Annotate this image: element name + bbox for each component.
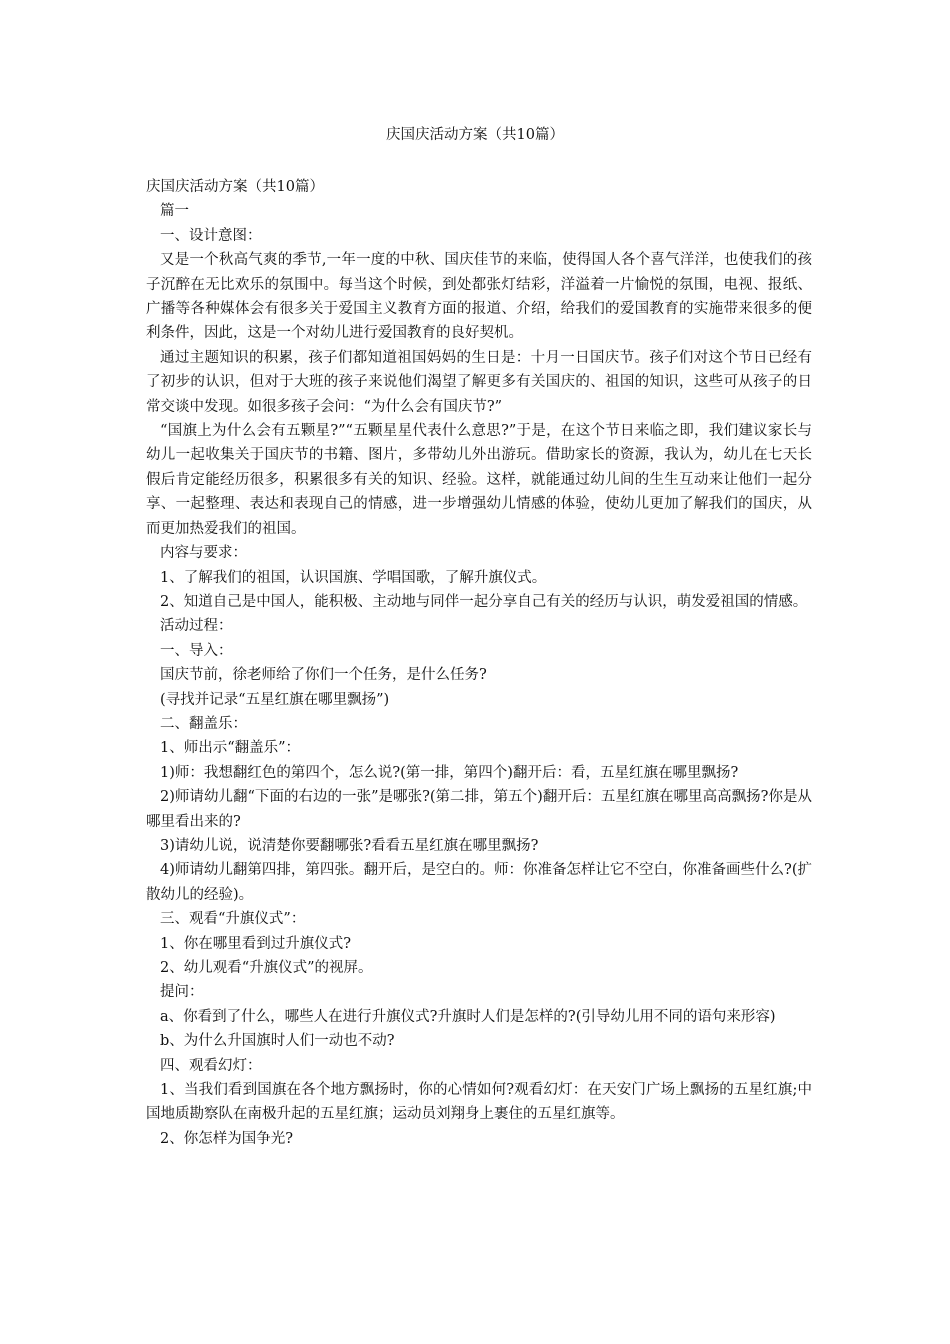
paragraph: a、你看到了什么，哪些人在进行升旗仪式?升旗时人们是怎样的?(引导幼儿用不同的语句来形容) [160,1008,776,1025]
paragraph: 活动过程： [160,618,233,635]
paragraph: 1、师出示“翻盖乐”： [160,740,301,757]
paragraph: 1、当我们看到国旗在各个地方飘扬时，你的心情如何?观看幻灯：在天安门广场上飘扬的五星红旗;中国地质勘察队在南极升起的五星红旗；运动员刘翔身上裹住的五星红旗等。 [146,1082,812,1123]
paragraph: 4)师请幼儿翻第四排，第四张。翻开后，是空白的。师：你准备怎样让它不空白，你准备画些什么?(扩散幼儿的经验)。 [146,862,812,903]
document-title: 庆国庆活动方案（共10篇） [386,127,564,143]
paragraph: 一、导入： [160,642,233,659]
paragraph: 三、观看“升旗仪式”： [160,911,306,928]
paragraph: 3)请幼儿说，说清楚你要翻哪张?看看五星红旗在哪里飘扬? [160,837,539,854]
paragraph: 2、幼儿观看“升旗仪式”的视屏。 [160,960,373,976]
paragraph: 内容与要求： [160,545,247,562]
paragraph: 二、翻盖乐： [160,715,247,732]
paragraph: b、为什么升国旗时人们一动也不动? [160,1033,395,1050]
paragraph: 2)师请幼儿翻“下面的右边的一张”是哪张?(第二排，第五个)翻开后：五星红旗在哪里高高飘扬?你是从哪里看出来的? [146,789,812,830]
paragraph: 1)师：我想翻红色的第四个，怎么说?(第一排，第四个)翻开后：看，五星红旗在哪里飘扬? [160,764,739,781]
document-body [146,175,812,1151]
paragraph: 1、你在哪里看到过升旗仪式? [160,935,351,952]
paragraph: 庆国庆活动方案（共10篇） [146,179,324,195]
paragraph: 篇一 [160,203,189,220]
paragraph: 国庆节前，徐老师给了你们一个任务，是什么任务? [160,667,487,684]
paragraph: “国旗上为什么会有五颗星?”“五颗星星代表什么意思?”于是，在这个节日来临之即，我们建议家长与幼儿一起收集关于国庆节的书籍、图片，多带幼儿外出游玩。借助家长的资源，我认为，幼儿在七天长假后肯定能经历很多，积累很多有关的知识、经验。这样，就能通过幼儿间的生生互动来让他们一起分享、一起整理、表达和表现自己的情感，进一步增强幼儿情感的体验，使幼儿更加了解我们的国庆，从而更加热爱我们的祖国。 [146,423,812,537]
paragraph: 通过主题知识的积累，孩子们都知道祖国妈妈的生日是：十月一日国庆节。孩子们对这个节日已经有了初步的认识，但对于大班的孩子来说他们渴望了解更多有关国庆的、祖国的知识，这些可从孩子的日常交谈中发现。如很多孩子会问：“为什么会有国庆节?” [146,349,812,415]
paragraph: 四、观看幻灯： [160,1057,262,1074]
paragraph: 又是一个秋高气爽的季节,一年一度的中秋、国庆佳节的来临，使得国人各个喜气洋洋，也使我们的孩子沉醉在无比欢乐的氛围中。每当这个时候，到处都张灯结彩，洋溢着一片愉悦的氛围，电视、报纸、广播等各种媒体会有很多关于爱国主义教育方面的报道、介绍，给我们的爱国教育的实施带来很多的便利条件，因此，这是一个对幼儿进行爱国教育的良好契机。 [146,252,812,342]
paragraph: 提问： [160,984,204,1001]
paragraph: (寻找并记录“五星红旗在哪里飘扬”) [160,691,390,708]
paragraph: 1、了解我们的祖国，认识国旗、学唱国歌，了解升旗仪式。 [160,569,547,586]
paragraph: 一、设计意图： [160,227,262,244]
paragraph: 2、你怎样为国争光? [160,1130,293,1147]
paragraph: 2、知道自己是中国人，能积极、主动地与同伴一起分享自己有关的经历与认识，萌发爱祖国的情感。 [160,593,808,610]
